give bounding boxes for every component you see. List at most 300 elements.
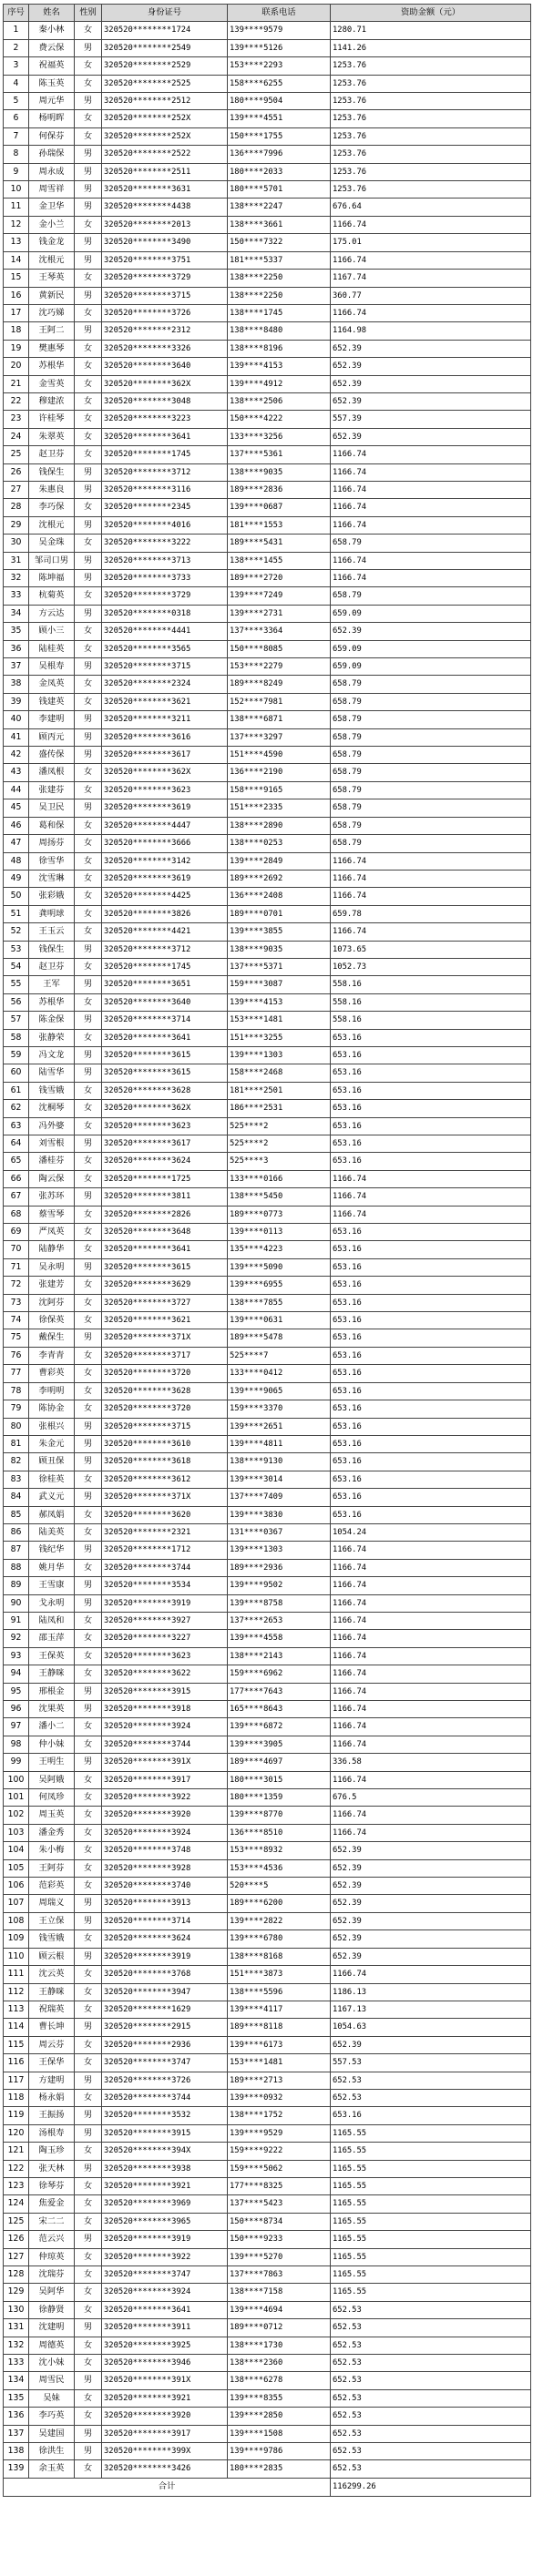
cell-sex: 女 xyxy=(75,270,102,287)
cell-sex: 男 xyxy=(75,1542,102,1559)
cell-no: 128 xyxy=(4,2266,29,2284)
cell-sex: 女 xyxy=(75,127,102,145)
cell-phone: 139****2850 xyxy=(228,2408,331,2425)
cell-phone: 139****9065 xyxy=(228,1382,331,1400)
cell-sex: 女 xyxy=(75,2460,102,2478)
cell-phone: 150****7322 xyxy=(228,234,331,251)
cell-name: 周雪民 xyxy=(29,2372,75,2389)
table-row xyxy=(4,799,531,817)
cell-phone: 139****6955 xyxy=(228,1277,331,1294)
cell-no: 84 xyxy=(4,1489,29,1506)
cell-phone: 139****1303 xyxy=(228,1542,331,1559)
cell-no: 113 xyxy=(4,2001,29,2018)
cell-no: 6 xyxy=(4,110,29,127)
cell-amount: 652.39 xyxy=(331,1878,531,1895)
cell-amount: 676.5 xyxy=(331,1789,531,1807)
cell-no: 73 xyxy=(4,1294,29,1311)
cell-name: 沈根元 xyxy=(29,516,75,534)
cell-sex: 男 xyxy=(75,2107,102,2124)
cell-name: 金卫华 xyxy=(29,199,75,216)
cell-no: 80 xyxy=(4,1418,29,1435)
cell-sex: 女 xyxy=(75,1170,102,1187)
cell-phone: 138****6278 xyxy=(228,2372,331,2389)
cell-no: 77 xyxy=(4,1365,29,1382)
cell-amount: 1054.24 xyxy=(331,1523,531,1541)
cell-name: 朱金元 xyxy=(29,1435,75,1452)
cell-sex: 女 xyxy=(75,1365,102,1382)
cell-name: 邵玉萍 xyxy=(29,1630,75,1647)
table-row xyxy=(4,1895,531,1912)
table-row xyxy=(4,2054,531,2072)
cell-sex: 女 xyxy=(75,22,102,39)
table-row xyxy=(4,375,531,392)
cell-name: 宋二二 xyxy=(29,2213,75,2230)
cell-no: 99 xyxy=(4,1754,29,1771)
table-row xyxy=(4,1754,531,1771)
cell-amount: 1166.74 xyxy=(331,1736,531,1753)
cell-no: 109 xyxy=(4,1930,29,1948)
cell-sex: 男 xyxy=(75,251,102,269)
cell-phone: 150****4222 xyxy=(228,411,331,428)
cell-amount: 653.16 xyxy=(331,1046,531,1064)
cell-no: 139 xyxy=(4,2460,29,2478)
cell-name: 苏根华 xyxy=(29,358,75,375)
cell-name: 王明生 xyxy=(29,1754,75,1771)
cell-sex: 男 xyxy=(75,146,102,163)
cell-phone: 139****2849 xyxy=(228,852,331,870)
cell-id: 320520********3915 xyxy=(102,2124,228,2142)
cell-sex: 男 xyxy=(75,2124,102,2142)
cell-id: 320520********3947 xyxy=(102,1983,228,2001)
cell-no: 41 xyxy=(4,728,29,746)
cell-phone: 137****5423 xyxy=(228,2195,331,2213)
cell-id: 320520********3826 xyxy=(102,905,228,922)
cell-id: 320520********1724 xyxy=(102,22,228,39)
table-row xyxy=(4,2089,531,2106)
cell-amount: 658.79 xyxy=(331,835,531,852)
cell-phone: 138****1745 xyxy=(228,304,331,321)
table-row xyxy=(4,1930,531,1948)
cell-no: 138 xyxy=(4,2443,29,2460)
cell-sex: 女 xyxy=(75,2177,102,2194)
cell-amount: 1253.76 xyxy=(331,181,531,199)
cell-name: 武义元 xyxy=(29,1489,75,1506)
cell-phone: 138****2890 xyxy=(228,817,331,834)
cell-phone: 138****2250 xyxy=(228,287,331,304)
cell-name: 顾丑保 xyxy=(29,1453,75,1471)
cell-amount: 658.79 xyxy=(331,693,531,710)
cell-sex: 男 xyxy=(75,163,102,180)
table-row xyxy=(4,1489,531,1506)
cell-amount: 652.53 xyxy=(331,2301,531,2318)
cell-phone: 180****3015 xyxy=(228,1771,331,1788)
cell-id: 320520********252X xyxy=(102,127,228,145)
cell-amount: 1166.74 xyxy=(331,1577,531,1594)
cell-amount: 652.53 xyxy=(331,2460,531,2478)
cell-name: 沈建明 xyxy=(29,2319,75,2337)
cell-amount: 1166.74 xyxy=(331,1665,531,1683)
cell-name: 苏根华 xyxy=(29,993,75,1011)
cell-sex: 男 xyxy=(75,1683,102,1700)
cell-phone: 139****1508 xyxy=(228,2425,331,2442)
cell-sex: 女 xyxy=(75,2266,102,2284)
cell-sex: 女 xyxy=(75,2408,102,2425)
cell-phone: 159****6962 xyxy=(228,1665,331,1683)
cell-sex: 女 xyxy=(75,781,102,799)
cell-id: 320520********3116 xyxy=(102,481,228,498)
cell-phone: 139****2651 xyxy=(228,1418,331,1435)
cell-amount: 658.79 xyxy=(331,535,531,552)
cell-id: 320520********1745 xyxy=(102,446,228,463)
cell-no: 8 xyxy=(4,146,29,163)
cell-id: 320520********2512 xyxy=(102,93,228,110)
cell-no: 13 xyxy=(4,234,29,251)
cell-amount: 1280.71 xyxy=(331,22,531,39)
table-row xyxy=(4,958,531,975)
cell-amount: 652.39 xyxy=(331,1859,531,1877)
cell-name: 陶玉珍 xyxy=(29,2143,75,2160)
cell-phone: 139****0113 xyxy=(228,1224,331,1241)
cell-sex: 男 xyxy=(75,1188,102,1206)
cell-amount: 1166.74 xyxy=(331,923,531,941)
cell-amount: 1167.74 xyxy=(331,270,531,287)
table-row xyxy=(4,1365,531,1382)
cell-name: 盛传保 xyxy=(29,747,75,764)
cell-sex: 男 xyxy=(75,1435,102,1452)
cell-id: 320520********2549 xyxy=(102,39,228,56)
cell-phone: 165****8643 xyxy=(228,1701,331,1718)
cell-no: 61 xyxy=(4,1082,29,1099)
cell-phone: 139****5090 xyxy=(228,1258,331,1276)
cell-sex: 女 xyxy=(75,57,102,75)
cell-name: 沈瑞芬 xyxy=(29,2266,75,2284)
cell-phone: 181****1553 xyxy=(228,516,331,534)
table-row xyxy=(4,57,531,75)
cell-sex: 女 xyxy=(75,1400,102,1418)
cell-no: 94 xyxy=(4,1665,29,1683)
cell-name: 余玉英 xyxy=(29,2460,75,2478)
table-row xyxy=(4,251,531,269)
table-row xyxy=(4,923,531,941)
cell-id: 320520********2324 xyxy=(102,676,228,693)
cell-name: 焦爱金 xyxy=(29,2195,75,2213)
cell-no: 36 xyxy=(4,640,29,657)
cell-no: 107 xyxy=(4,1895,29,1912)
table-row xyxy=(4,411,531,428)
cell-no: 112 xyxy=(4,1983,29,2001)
cell-id: 320520********4016 xyxy=(102,516,228,534)
cell-name: 郝凤娟 xyxy=(29,1506,75,1523)
table-row xyxy=(4,2443,531,2460)
cell-id: 320520********1745 xyxy=(102,958,228,975)
cell-sex: 男 xyxy=(75,481,102,498)
cell-sex: 男 xyxy=(75,1912,102,1929)
cell-no: 16 xyxy=(4,287,29,304)
cell-amount: 1165.55 xyxy=(331,2143,531,2160)
cell-id: 320520********1725 xyxy=(102,1170,228,1187)
cell-phone: 138****8480 xyxy=(228,322,331,340)
cell-amount: 1253.76 xyxy=(331,75,531,92)
cell-no: 44 xyxy=(4,781,29,799)
cell-name: 何凤珍 xyxy=(29,1789,75,1807)
table-row xyxy=(4,163,531,180)
cell-id: 320520********2522 xyxy=(102,146,228,163)
cell-name: 钱金龙 xyxy=(29,234,75,251)
cell-amount: 652.53 xyxy=(331,2425,531,2442)
cell-sex: 男 xyxy=(75,711,102,728)
cell-amount: 653.16 xyxy=(331,1471,531,1488)
cell-id: 320520********3919 xyxy=(102,1594,228,1612)
cell-amount: 1167.13 xyxy=(331,2001,531,2018)
table-row xyxy=(4,587,531,605)
cell-id: 320520********3534 xyxy=(102,1577,228,1594)
cell-no: 105 xyxy=(4,1859,29,1877)
cell-amount: 653.16 xyxy=(331,1135,531,1153)
cell-name: 顾丙元 xyxy=(29,728,75,746)
table-row xyxy=(4,623,531,640)
cell-sex: 男 xyxy=(75,747,102,764)
table-row xyxy=(4,1630,531,1647)
cell-phone: 189****0701 xyxy=(228,905,331,922)
cell-sex: 女 xyxy=(75,1347,102,1364)
table-row xyxy=(4,1170,531,1187)
table-row xyxy=(4,2072,531,2089)
cell-name: 何保芬 xyxy=(29,127,75,145)
cell-name: 樊惠琴 xyxy=(29,340,75,357)
header-row xyxy=(4,5,531,22)
cell-amount: 558.16 xyxy=(331,993,531,1011)
cell-sex: 女 xyxy=(75,905,102,922)
cell-name: 周元华 xyxy=(29,93,75,110)
cell-sex: 男 xyxy=(75,941,102,958)
cell-sex: 女 xyxy=(75,2389,102,2407)
cell-name: 曹长坤 xyxy=(29,2019,75,2036)
cell-name: 徐雪华 xyxy=(29,852,75,870)
cell-name: 孙瑞保 xyxy=(29,146,75,163)
cell-id: 320520********3651 xyxy=(102,976,228,993)
cell-id: 320520********3928 xyxy=(102,1859,228,1877)
cell-sex: 男 xyxy=(75,516,102,534)
cell-id: 320520********3624 xyxy=(102,1153,228,1170)
cell-no: 35 xyxy=(4,623,29,640)
cell-id: 320520********3621 xyxy=(102,1312,228,1329)
cell-amount: 1166.74 xyxy=(331,304,531,321)
cell-id: 320520********3726 xyxy=(102,2072,228,2089)
cell-name: 潘桂芬 xyxy=(29,1153,75,1170)
cell-name: 沈巧娣 xyxy=(29,304,75,321)
cell-id: 320520********3629 xyxy=(102,1277,228,1294)
cell-amount: 653.16 xyxy=(331,1365,531,1382)
cell-phone: 138****6871 xyxy=(228,711,331,728)
cell-sex: 女 xyxy=(75,1559,102,1576)
cell-amount: 1253.76 xyxy=(331,127,531,145)
cell-name: 沈雪琳 xyxy=(29,870,75,887)
cell-phone: 138****2360 xyxy=(228,2355,331,2372)
cell-phone: 139****0687 xyxy=(228,499,331,516)
table-row xyxy=(4,870,531,887)
cell-phone: 525****7 xyxy=(228,1347,331,1364)
table-row xyxy=(4,181,531,199)
cell-amount: 652.53 xyxy=(331,2319,531,2337)
cell-id: 320520********1712 xyxy=(102,1542,228,1559)
table-row xyxy=(4,22,531,39)
cell-amount: 652.53 xyxy=(331,2355,531,2372)
cell-name: 李青青 xyxy=(29,1347,75,1364)
cell-name: 费云保 xyxy=(29,39,75,56)
cell-amount: 1165.55 xyxy=(331,2248,531,2265)
cell-no: 60 xyxy=(4,1064,29,1082)
cell-amount: 1166.74 xyxy=(331,1771,531,1788)
cell-sex: 男 xyxy=(75,552,102,569)
cell-no: 131 xyxy=(4,2319,29,2337)
cell-id: 320520********3713 xyxy=(102,552,228,569)
cell-sex: 女 xyxy=(75,1718,102,1736)
cell-phone: 189****5478 xyxy=(228,1329,331,1347)
cell-name: 吴金珠 xyxy=(29,535,75,552)
cell-id: 320520********3641 xyxy=(102,1029,228,1046)
cell-phone: 150****9233 xyxy=(228,2231,331,2248)
table-row xyxy=(4,781,531,799)
cell-phone: 189****0773 xyxy=(228,1206,331,1223)
table-row xyxy=(4,2143,531,2160)
cell-no: 81 xyxy=(4,1435,29,1452)
table-row xyxy=(4,2460,531,2478)
cell-sex: 女 xyxy=(75,1277,102,1294)
table-row xyxy=(4,2213,531,2230)
cell-id: 320520********3490 xyxy=(102,234,228,251)
cell-no: 52 xyxy=(4,923,29,941)
cell-id: 320520********3712 xyxy=(102,941,228,958)
table-row xyxy=(4,2231,531,2248)
cell-no: 116 xyxy=(4,2054,29,2072)
cell-name: 朱惠良 xyxy=(29,481,75,498)
cell-amount: 653.16 xyxy=(331,1400,531,1418)
cell-id: 320520********3628 xyxy=(102,1082,228,1099)
table-row xyxy=(4,1206,531,1223)
cell-no: 53 xyxy=(4,941,29,958)
cell-name: 范彩英 xyxy=(29,1878,75,1895)
cell-name: 冯外婆 xyxy=(29,1117,75,1135)
cell-name: 黄新民 xyxy=(29,287,75,304)
cell-no: 114 xyxy=(4,2019,29,2036)
cell-no: 10 xyxy=(4,181,29,199)
cell-id: 320520********252X xyxy=(102,110,228,127)
cell-name: 吴永明 xyxy=(29,1258,75,1276)
cell-phone: 153****8932 xyxy=(228,1842,331,1859)
cell-no: 22 xyxy=(4,392,29,410)
cell-phone: 139****4558 xyxy=(228,1630,331,1647)
cell-sex: 女 xyxy=(75,1082,102,1099)
cell-sex: 女 xyxy=(75,358,102,375)
cell-no: 19 xyxy=(4,340,29,357)
cell-amount: 1253.76 xyxy=(331,57,531,75)
header-name: 姓名 xyxy=(29,5,75,22)
cell-amount: 652.53 xyxy=(331,2089,531,2106)
cell-no: 42 xyxy=(4,747,29,764)
cell-name: 李巧英 xyxy=(29,2408,75,2425)
cell-sex: 男 xyxy=(75,199,102,216)
cell-sex: 女 xyxy=(75,216,102,233)
table-body xyxy=(4,22,531,2478)
cell-amount: 1166.74 xyxy=(331,1630,531,1647)
cell-sex: 女 xyxy=(75,817,102,834)
cell-phone: 189****2692 xyxy=(228,870,331,887)
cell-id: 320520********4438 xyxy=(102,199,228,216)
cell-no: 75 xyxy=(4,1329,29,1347)
table-row xyxy=(4,552,531,569)
cell-id: 320520********3918 xyxy=(102,1701,228,1718)
cell-no: 9 xyxy=(4,163,29,180)
cell-name: 赵卫芬 xyxy=(29,958,75,975)
cell-sex: 女 xyxy=(75,2301,102,2318)
cell-sex: 男 xyxy=(75,2072,102,2089)
table-row xyxy=(4,976,531,993)
cell-name: 张建芳 xyxy=(29,1277,75,1294)
cell-name: 秦小林 xyxy=(29,22,75,39)
cell-sex: 男 xyxy=(75,2443,102,2460)
cell-sex: 男 xyxy=(75,2425,102,2442)
cell-amount: 1165.55 xyxy=(331,2124,531,2142)
cell-sex: 女 xyxy=(75,958,102,975)
cell-no: 68 xyxy=(4,1206,29,1223)
cell-name: 钱雪娥 xyxy=(29,1930,75,1948)
cell-no: 7 xyxy=(4,127,29,145)
cell-phone: 131****0367 xyxy=(228,1523,331,1541)
cell-sex: 女 xyxy=(75,1859,102,1877)
cell-amount: 658.79 xyxy=(331,676,531,693)
cell-id: 320520********3610 xyxy=(102,1435,228,1452)
cell-id: 320520********3666 xyxy=(102,835,228,852)
table-row xyxy=(4,340,531,357)
cell-name: 杨明晖 xyxy=(29,110,75,127)
cell-sex: 女 xyxy=(75,923,102,941)
cell-phone: 180****9504 xyxy=(228,93,331,110)
cell-name: 张建芬 xyxy=(29,781,75,799)
cell-id: 320520********3326 xyxy=(102,340,228,357)
table-row xyxy=(4,2355,531,2372)
cell-phone: 133****3256 xyxy=(228,428,331,445)
cell-sex: 男 xyxy=(75,605,102,622)
cell-no: 91 xyxy=(4,1612,29,1629)
cell-phone: 138****9035 xyxy=(228,941,331,958)
cell-name: 李明明 xyxy=(29,1382,75,1400)
cell-amount: 659.09 xyxy=(331,640,531,657)
cell-no: 119 xyxy=(4,2107,29,2124)
table-row xyxy=(4,888,531,905)
cell-phone: 139****4912 xyxy=(228,375,331,392)
cell-no: 118 xyxy=(4,2089,29,2106)
cell-amount: 1165.55 xyxy=(331,2231,531,2248)
cell-no: 76 xyxy=(4,1347,29,1364)
cell-amount: 1166.74 xyxy=(331,1188,531,1206)
cell-id: 320520********3922 xyxy=(102,2248,228,2265)
cell-no: 66 xyxy=(4,1170,29,1187)
cell-sex: 女 xyxy=(75,1241,102,1258)
cell-phone: 138****1730 xyxy=(228,2337,331,2354)
table-row xyxy=(4,1294,531,1311)
cell-phone: 138****2143 xyxy=(228,1647,331,1665)
cell-phone: 159****5062 xyxy=(228,2160,331,2177)
cell-sex: 女 xyxy=(75,1878,102,1895)
cell-id: 320520********3617 xyxy=(102,747,228,764)
cell-no: 12 xyxy=(4,216,29,233)
cell-id: 320520********371X xyxy=(102,1329,228,1347)
cell-name: 周玉英 xyxy=(29,1807,75,1824)
cell-id: 320520********3715 xyxy=(102,1418,228,1435)
cell-name: 钱建英 xyxy=(29,693,75,710)
cell-id: 320520********3751 xyxy=(102,251,228,269)
cell-id: 320520********3946 xyxy=(102,2355,228,2372)
